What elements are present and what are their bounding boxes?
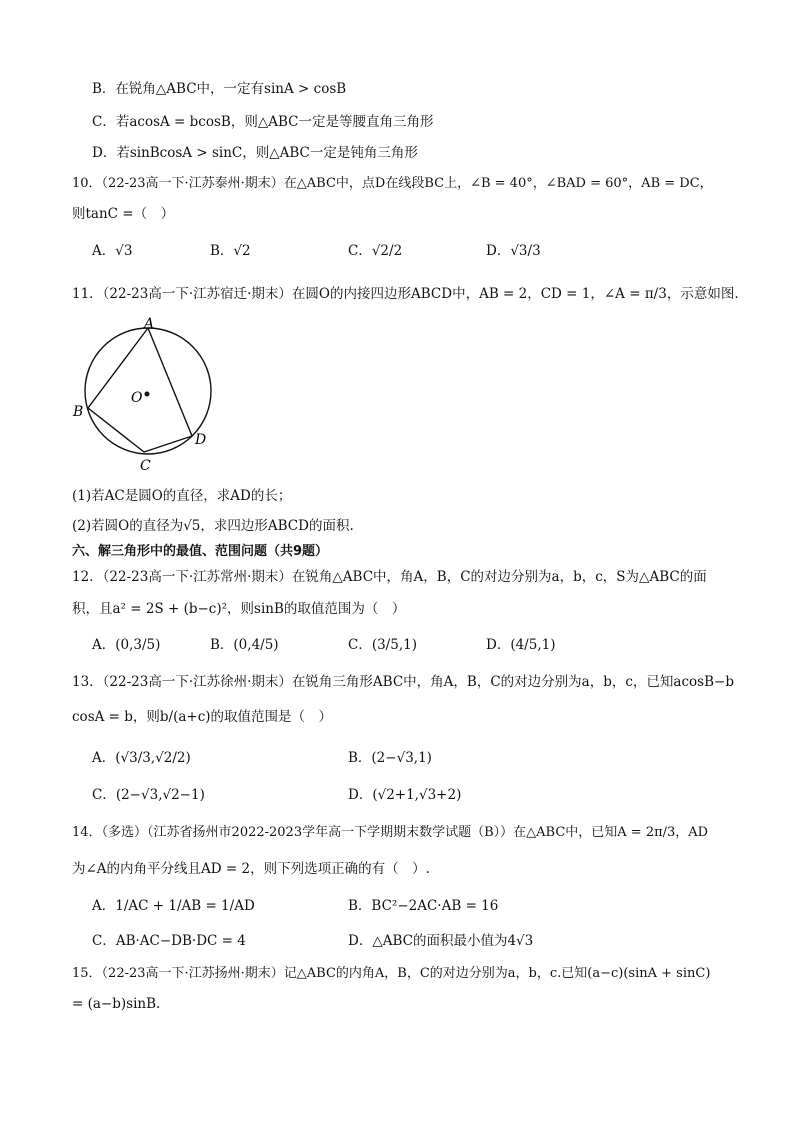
q12-option-c: C．(3/5,1)	[348, 637, 417, 653]
q10-stem-line2: 则tanC =（ ）	[72, 206, 175, 222]
q14-option-d: D．△ABC的面积最小值为4√3	[348, 933, 534, 949]
q10-option-c: C．√2/2	[348, 243, 403, 259]
q13-option-c: C．(2−√3,√2−1)	[92, 787, 205, 803]
q15-stem-line2: = (a−b)sinB.	[72, 996, 161, 1012]
q15-stem-line1: 15．（22-23高一下·江苏扬州·期末）记△ABC的内角A，B，C的对边分别为a，b，c.已知(a−c)(sinA + sinC)	[72, 966, 711, 981]
cyclic-quadrilateral-figure	[70, 310, 230, 478]
q11-stem: 11．（22-23高一下·江苏宿迁·期末）在圆O的内接四边形ABCD中，AB = 2，CD = 1，∠A = π/3，示意如图.	[72, 286, 739, 302]
figure-label-d: D	[195, 432, 207, 448]
q9-option-b: B．在锐角△ABC中，一定有sinA > cosB	[92, 81, 347, 97]
q13-stem-line2: cosA = b，则b/(a+c)的取值范围是（ ）	[72, 709, 333, 725]
q14-stem-line2: 为∠A的内角平分线且AD = 2，则下列选项正确的有（ ）.	[72, 861, 430, 877]
q14-stem-line1: 14．（多选）（江苏省扬州市2022-2023学年高一下学期期末数学试题（B））在△ABC中，已知A = 2π/3，AD	[72, 825, 709, 840]
q9-option-d: D．若sinBcosA > sinC，则△ABC一定是钝角三角形	[92, 145, 418, 161]
q11-part2: (2)若圆O的直径为√5，求四边形ABCD的面积.	[72, 518, 354, 534]
figure-label-b: B	[73, 404, 84, 420]
q14-option-c: C．AB·AC−DB·DC = 4	[92, 933, 246, 949]
q14-option-b: B．BC²−2AC·AB = 16	[348, 898, 499, 914]
figure-label-a: A	[144, 316, 155, 332]
q12-option-d: D．(4/5,1)	[486, 637, 556, 653]
q10-stem-line1: 10．（22-23高一下·江苏泰州·期末）在△ABC中，点D在线段BC上，∠B = 40°，∠BAD = 60°，AB = DC，	[72, 176, 713, 191]
q13-option-d: D．(√2+1,√3+2)	[348, 787, 462, 803]
q13-option-b: B．(2−√3,1)	[348, 750, 432, 766]
q12-stem-line2: 积，且a² = 2S + (b−c)²，则sinB的取值范围为（ ）	[72, 601, 406, 617]
q13-stem-line1: 13．（22-23高一下·江苏徐州·期末）在锐角三角形ABC中，角A，B，C的对边分别为a，b，c，已知acosB−b	[72, 674, 734, 690]
section-heading: 六、解三角形中的最值、范围问题（共9题）	[72, 544, 329, 559]
q12-stem-line1: 12．（22-23高一下·江苏常州·期末）在锐角△ABC中，角A，B，C的对边分别为a，b，c，S为△ABC的面	[72, 569, 707, 585]
figure-label-o: O	[131, 390, 143, 406]
q10-option-a: A．√3	[92, 243, 133, 259]
q10-option-b: B．√2	[210, 243, 251, 259]
q9-option-c: C．若acosA = bcosB，则△ABC一定是等腰直角三角形	[92, 114, 434, 130]
q14-option-a: A．1/AC + 1/AB = 1/AD	[92, 898, 255, 914]
q13-option-a: A．(√3/3,√2/2)	[92, 750, 191, 766]
q11-part1: (1)若AC是圆O的直径，求AD的长；	[72, 488, 292, 504]
center-point	[145, 392, 150, 397]
figure-label-c: C	[140, 458, 151, 474]
q12-option-b: B．(0,4/5)	[210, 637, 279, 653]
q10-option-d: D．√3/3	[486, 243, 541, 259]
q12-option-a: A．(0,3/5)	[92, 637, 161, 653]
